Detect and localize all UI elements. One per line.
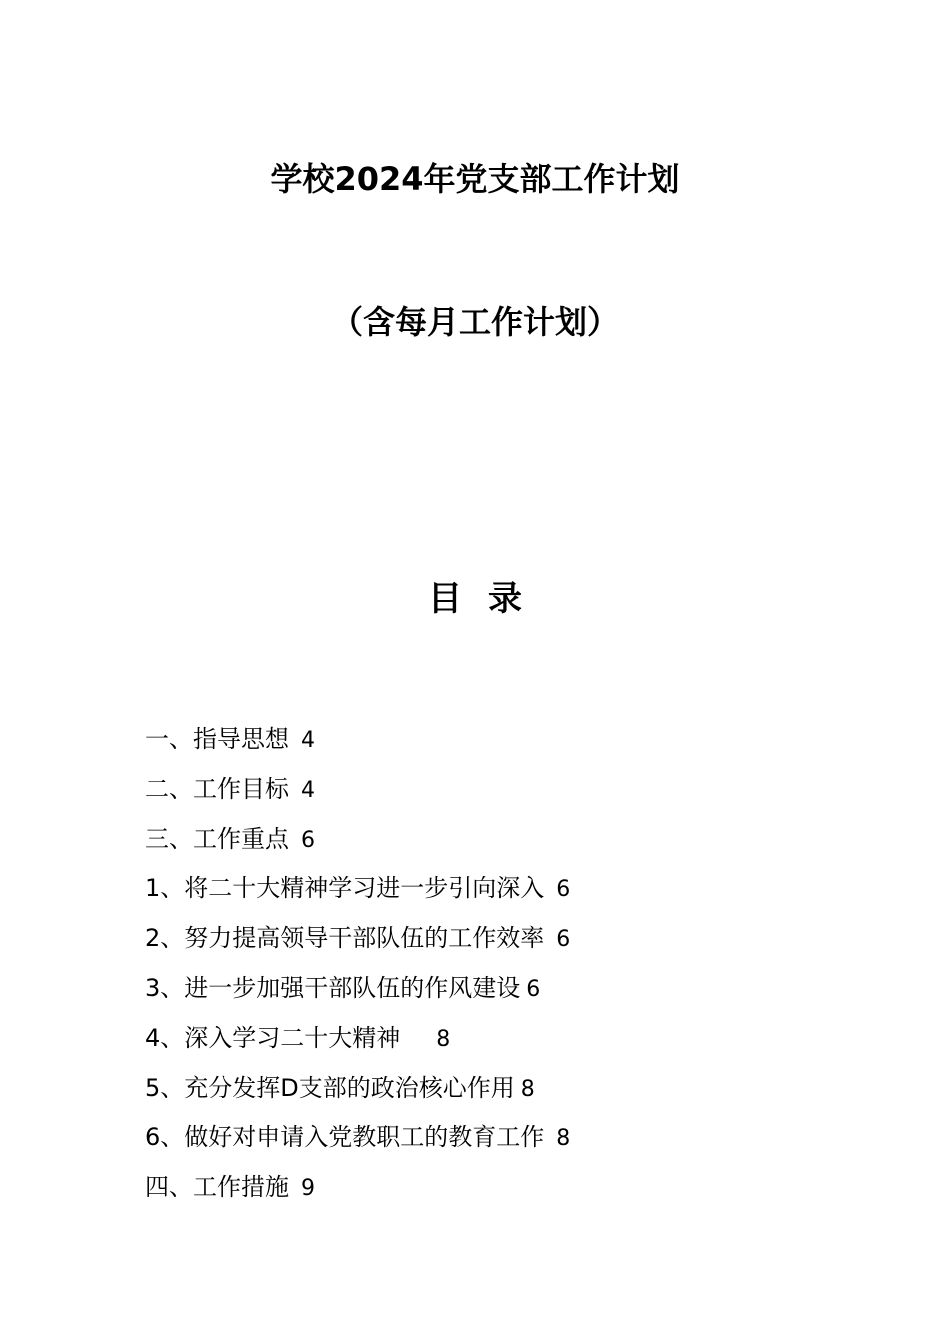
toc-entry-page: 8 bbox=[556, 1126, 571, 1152]
toc-entry-page: 4 bbox=[301, 728, 315, 753]
toc-entry-label: 4、深入学习二十大精神 bbox=[145, 1023, 401, 1052]
toc-entry-label: 三、工作重点 bbox=[145, 824, 289, 853]
toc-entry-page: 6 bbox=[526, 976, 541, 1002]
toc-entry-label: 四、工作措施 bbox=[145, 1173, 289, 1202]
toc-entry-label: 一、指导思想 bbox=[145, 725, 289, 753]
toc-entry-label: 6、做好对申请入党教职工的教育工作 bbox=[145, 1123, 545, 1152]
toc-entry-label: 二、工作目标 bbox=[145, 774, 289, 803]
toc-entry-page: 4 bbox=[301, 777, 315, 803]
table-of-contents bbox=[145, 719, 845, 1217]
toc-heading-left: 目 bbox=[428, 579, 462, 619]
toc-entry-page: 6 bbox=[556, 927, 571, 953]
toc-entry[interactable] bbox=[145, 1018, 845, 1068]
toc-heading-right: 录 bbox=[488, 579, 522, 619]
toc-entry[interactable] bbox=[145, 1117, 845, 1167]
toc-entry[interactable] bbox=[145, 868, 845, 918]
toc-entry-page: 8 bbox=[520, 1076, 535, 1102]
toc-entry[interactable] bbox=[145, 719, 845, 769]
toc-entry-label: 3、进一步加强干部队伍的作风建设 bbox=[145, 973, 521, 1002]
toc-entry[interactable] bbox=[145, 819, 845, 869]
toc-entry-label: 5、充分发挥D支部的政治核心作用 bbox=[145, 1073, 515, 1102]
toc-entry[interactable] bbox=[145, 1068, 845, 1118]
toc-entry[interactable] bbox=[145, 1167, 845, 1217]
toc-entry-page: 9 bbox=[301, 1176, 315, 1202]
toc-entry[interactable] bbox=[145, 918, 845, 968]
toc-entry-page: 6 bbox=[556, 877, 571, 903]
toc-entry-page: 6 bbox=[301, 827, 315, 853]
document-title: 学校2024年党支部工作计划 bbox=[270, 160, 680, 198]
toc-entry[interactable] bbox=[145, 968, 845, 1018]
toc-entry-page: 8 bbox=[436, 1026, 451, 1052]
toc-heading bbox=[0, 578, 950, 620]
document-subtitle: （含每月工作计划） bbox=[330, 303, 619, 341]
toc-entry[interactable] bbox=[145, 769, 845, 819]
toc-entry-label: 2、努力提高领导干部队伍的工作效率 bbox=[145, 924, 545, 953]
toc-entry-label: 1、将二十大精神学习进一步引向深入 bbox=[145, 874, 545, 903]
